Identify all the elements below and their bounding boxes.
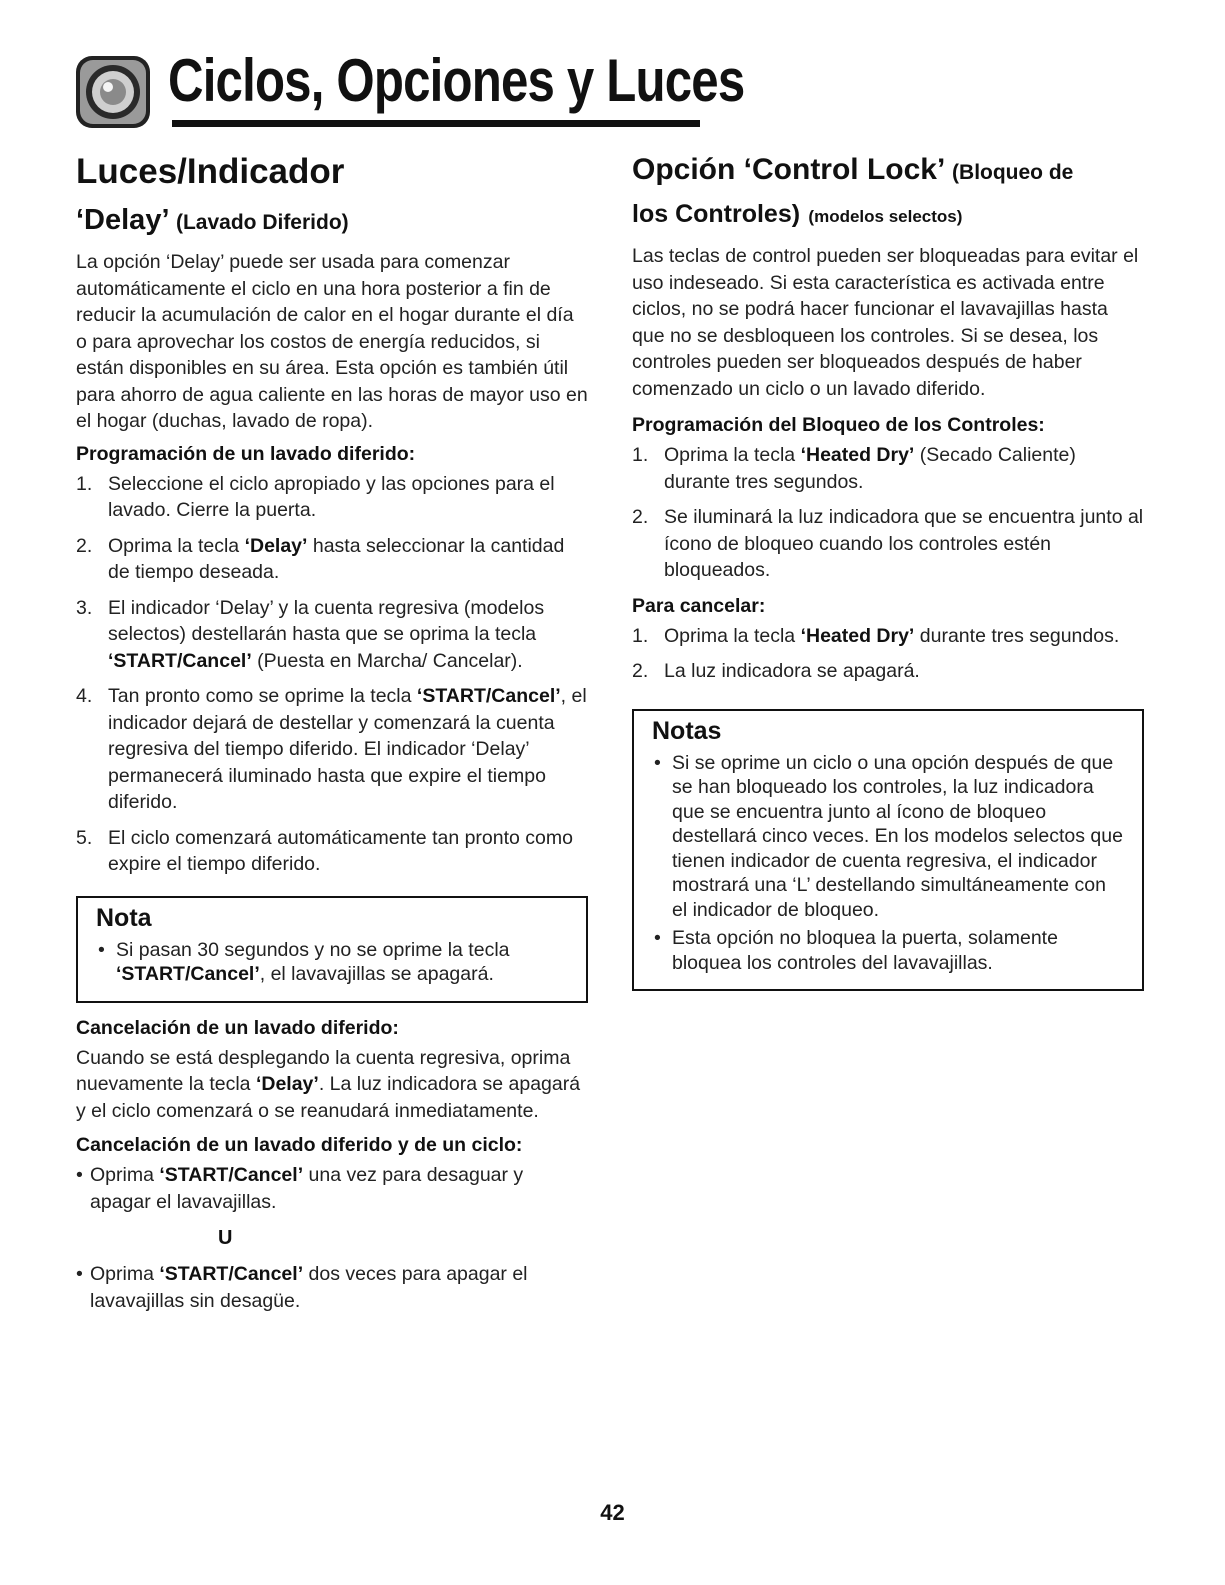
list-item: • Oprima ‘START/Cancel’ una vez para desaguar y apagar el lavavajillas. — [76, 1164, 524, 1213]
cancel-delay-text: Cuando se está desplegando la cuenta regresiva, oprima nuevamente la tecla ‘Delay’. La luz indicadora se apagará y el ciclo comenzará o se reanudará inmediatamente. — [76, 1046, 581, 1122]
delay-title-paren: (Lavado Diferido) — [175, 211, 349, 234]
notes-title: Notas — [652, 716, 722, 745]
note-list — [96, 938, 568, 987]
cancel-lock-heading: Para cancelar: — [632, 594, 766, 617]
lock-steps — [632, 442, 1144, 584]
cancel-cycle-list-2 — [76, 1261, 588, 1314]
section-title-luces: Luces/Indicador — [76, 152, 345, 191]
list-item: 1. Oprima la tecla ‘Heated Dry’ durante tres segundos. — [632, 624, 1120, 647]
page-header — [74, 46, 745, 132]
right-column — [632, 150, 1144, 991]
list-item: 5. El ciclo comenzará automáticamente tan pronto como expire el tiempo diferido. — [76, 826, 573, 875]
list-item: 2. La luz indicadora se apagará. — [632, 660, 920, 682]
list-item: • Oprima ‘START/Cancel’ dos veces para apagar el lavavajillas sin desagüe. — [76, 1263, 528, 1312]
list-item: • Esta opción no bloquea la puerta, solamente bloquea los controles del lavavajillas. — [654, 927, 1058, 974]
notes-list — [652, 751, 1124, 976]
program-delay-heading: Programación de un lavado diferido: — [76, 442, 416, 465]
program-lock-heading: Programación del Bloqueo de los Controles: — [632, 414, 1045, 436]
unlock-steps — [632, 623, 1144, 685]
list-item: 4. Tan pronto como se oprime la tecla ‘START/Cancel’, el indicador dejará de destellar y comenzará la cuenta regresiva del tiempo diferido. El indicador ‘Delay’ permanecerá iluminado hasta que expire el tiempo diferido. — [76, 685, 587, 813]
note-title: Nota — [96, 903, 152, 932]
cancel-cycle-list — [76, 1162, 588, 1215]
notes-box — [632, 709, 1144, 992]
list-item: 1. Oprima la tecla ‘Heated Dry’ (Secado Caliente) durante tres segundos. — [632, 444, 1076, 493]
list-item: 1. Seleccione el ciclo apropiado y las opciones para el lavado. Cierre la puerta. — [76, 472, 555, 521]
delay-steps — [76, 471, 588, 878]
list-item: • Si se oprime un ciclo o una opción después de que se han bloqueado los controles, la luz indicadora que se encuentra junto al ícono de bloqueo destellará cinco veces. En los modelos selectos que tienen indicador de cuenta regresiva, el indicador mostrará una ‘L’ destellando simultáneamente con el indicador de bloqueo. — [654, 751, 1123, 921]
page-number: 42 — [600, 1500, 625, 1525]
delay-title — [76, 200, 588, 243]
list-item: 2. Se iluminará la luz indicadora que se encuentra junto al ícono de bloqueo cuando los controles estén bloqueados. — [632, 506, 1144, 581]
left-column — [76, 150, 588, 1314]
cancel-cycle-heading: Cancelación de un lavado diferido y de un ciclo: — [76, 1134, 523, 1156]
delay-intro: La opción ‘Delay’ puede ser usada para comenzar automáticamente el ciclo en una hora posterior a fin de reducir la acumulación de calor en el hogar durante el día o para aprovechar los costos de energía reducidos, si están disponibles en su área. Esta opción es también útil para ahorro de agua caliente en las horas de mayor uso en el hogar (duchas, lavado de ropa). — [76, 251, 588, 432]
delay-title-main: ‘Delay’ — [76, 204, 168, 236]
list-item: 3. El indicador ‘Delay’ y la cuenta regresiva (modelos selectos) destellarán hasta que se oprima la tecla ‘START/Cancel’ (Puesta en Marcha/ Cancelar). — [76, 596, 545, 672]
note-box — [76, 896, 588, 1003]
cancel-delay-heading: Cancelación de un lavado diferido: — [76, 1016, 399, 1039]
or-separator: U — [218, 1227, 233, 1249]
list-item: 2. Oprima la tecla ‘Delay’ hasta seleccionar la cantidad de tiempo deseada. — [76, 534, 565, 583]
dishwasher-badge-icon — [74, 54, 152, 130]
title-underline — [172, 120, 700, 127]
page-title: Ciclos, Opciones y Luces — [168, 47, 745, 114]
list-item: • Si pasan 30 segundos y no se oprime la tecla ‘START/Cancel’, el lavavajillas se apagará. — [98, 938, 510, 985]
control-lock-title: Opción ‘Control Lock’ (Bloqueo de los Controles) (modelos selectos) — [632, 153, 1074, 228]
control-lock-intro: Las teclas de control pueden ser bloqueadas para evitar el uso indeseado. Si esta característica es activada entre ciclos, no se podrá hacer funcionar el lavavajillas hasta que no se desbloqueen los controles. Si se desea, los controles pueden ser bloqueados después de haber comenzado un ciclo o un lavado diferido. — [632, 245, 1139, 400]
